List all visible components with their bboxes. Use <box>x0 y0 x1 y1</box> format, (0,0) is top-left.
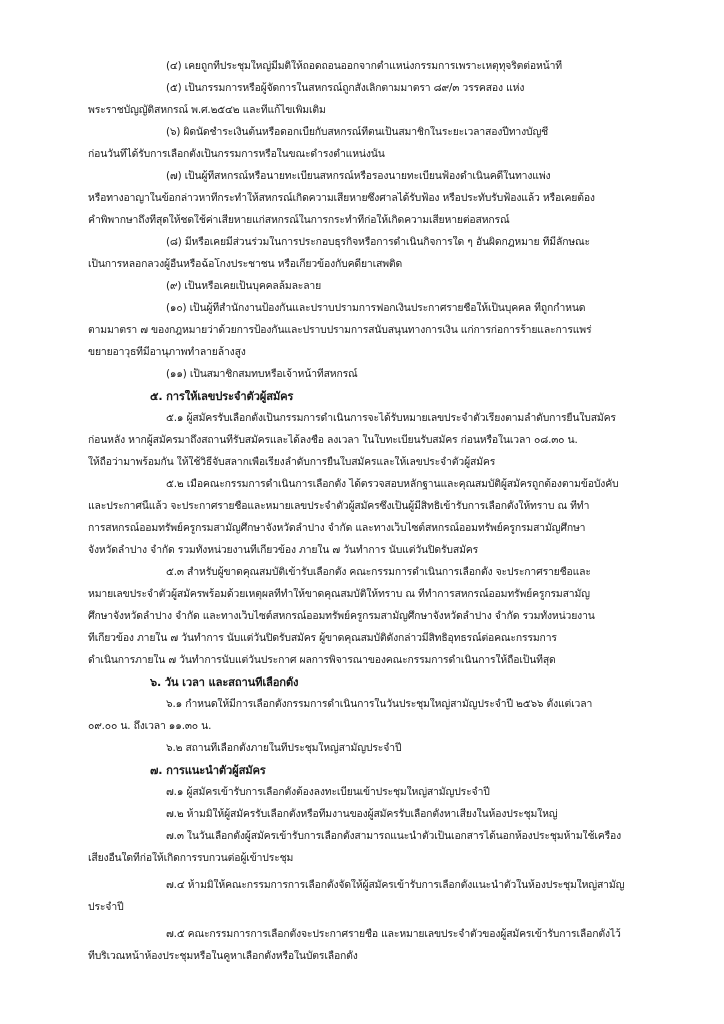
text-line: ประจำปี <box>88 901 124 913</box>
text-line: และประกาศนี้แล้ว จะประกาศรายชื่อและหมายเลขประจำตัวผู้สมัครซึ่งเป็นผู้มีสิทธิเข้ารับการเลือกตั้งให้ทราบ ณ ที่ทำ <box>88 500 590 512</box>
text-line: ดำเนินการภายใน ๗ วันทำการนับแต่วันประกาศ ผลการพิจารณาของคณะกรรมการดำเนินการให้ถือเป็นที่สุด <box>88 654 556 666</box>
text-line: การสหกรณ์ออมทรัพย์ครูกรมสามัญศึกษาจังหวัดลำปาง จำกัด และทางเว็บไซต์สหกรณ์ออมทรัพย์ครูกรมสามัญศึกษา <box>88 522 586 534</box>
text-line: (๔) เคยถูกที่ประชุมใหญ่มีมติให้ถอดถอนออกจากตำแหน่งกรรมการเพราะเหตุทุจริตต่อหน้าที่ <box>166 60 563 72</box>
text-line: (๗) เป็นผู้ที่สหกรณ์หรือนายทะเบียนสหกรณ์หรือรองนายทะเบียนฟ้องดำเนินคดีในทางแพ่ง <box>166 170 551 182</box>
section-heading: ๕. การให้เลขประจำตัวผู้สมัคร <box>150 390 294 403</box>
text-line: (๕) เป็นกรรมการหรือผู้จัดการในสหกรณ์ถูกสั่งเลิกตามมาตรา ๘๙/๓ วรรคสอง แห่ง <box>166 82 525 94</box>
text-line: ๗.๑ ผู้สมัครเข้ารับการเลือกตั้งต้องลงทะเบียนเข้าประชุมใหญ่สามัญประจำปี <box>166 786 490 798</box>
text-line: ก่อนหลัง หากผู้สมัครมาถึงสถานที่รับสมัครและได้ลงชื่อ ลงเวลา ในใบทะเบียนรับสมัคร ก่อนหรือในเวลา ๐๘.๓๐ น. <box>88 434 578 446</box>
text-line: ที่บริเวณหน้าห้องประชุมหรือในคูหาเลือกตั้งหรือในบัตรเลือกตั้ง <box>88 950 358 962</box>
text-line: ตามมาตรา ๗ ของกฎหมายว่าด้วยการป้องกันและปราบปรามการสนับสนุนทางการเงิน แก่การก่อการร้ายและการแพร่ <box>88 324 592 336</box>
text-line: พระราชบัญญัติสหกรณ์ พ.ศ.๒๕๔๒ และที่แก้ไขเพิ่มเติม <box>88 104 326 116</box>
text-line: (๘) มีหรือเคยมีส่วนร่วมในการประกอบธุรกิจหรือการดำเนินกิจการใด ๆ อันผิดกฎหมาย ที่มีลักษณะ <box>166 236 590 248</box>
text-line: หรือทางอาญาในข้อกล่าวหาที่กระทำให้สหกรณ์เกิดความเสียหายซึ่งศาลได้รับฟ้อง หรือประทับรับฟ้องแล้ว หรือเคยต้อง <box>88 192 595 204</box>
text-line: ศึกษาจังหวัดลำปาง จำกัด และทางเว็บไซต์สหกรณ์ออมทรัพย์ครูกรมสามัญศึกษาจังหวัดลำปาง จำกัด รวมทั้งหน่วยงาน <box>88 610 595 622</box>
text-line: ๗.๓ ในวันเลือกตั้งผู้สมัครเข้ารับการเลือกตั้งสามารถแนะนำตัวเป็นเอกสารได้นอกห้องประชุมห้ามใช้เครื่อง <box>166 830 622 842</box>
text-line: (๙) เป็นหรือเคยเป็นบุคคลล้มละลาย <box>166 280 322 292</box>
section-heading: ๗. การแนะนำตัวผู้สมัคร <box>150 764 266 777</box>
text-line: คำพิพากษาถึงที่สุดให้ชดใช้ค่าเสียหายแก่สหกรณ์ในการกระทำที่ก่อให้เกิดความเสียหายต่อสหกรณ์ <box>88 214 510 226</box>
section-heading: ๖. วัน เวลา และสถานที่เลือกตั้ง <box>150 676 299 689</box>
text-line: ขยายอาวุธที่มีอานุภาพทำลายล้างสูง <box>88 346 246 358</box>
text-line: เป็นการหลอกลวงผู้อื่นหรือฉ้อโกงประชาชน หรือเกี่ยวข้องกับคดียาเสพติด <box>88 258 403 270</box>
text-line: เสียงอื่นใดที่ก่อให้เกิดการรบกวนต่อผู้เข้าประชุม <box>88 852 294 864</box>
text-line: หมายเลขประจำตัวผู้สมัครพร้อมด้วยเหตุผลที่ทำให้ขาดคุณสมบัติให้ทราบ ณ ที่ทำการสหกรณ์ออมทรัพย์ครูกรมสามัญ <box>88 588 590 600</box>
text-line: (๖) ผิดนัดชำระเงินต้นหรือดอกเบี้ยกับสหกรณ์ที่ตนเป็นสมาชิกในระยะเวลาสองปีทางบัญชี <box>166 126 549 138</box>
text-line: ให้ถือว่ามาพร้อมกัน ให้ใช้วิธีจับสลากเพื่อเรียงลำดับการยื่นใบสมัครและให้เลขประจำตัวผู้สมัคร <box>88 456 496 468</box>
text-line: ๖.๑ กำหนดให้มีการเลือกตั้งกรรมการดำเนินการในวันประชุมใหญ่สามัญประจำปี ๒๕๖๖ ตั้งแต่เวลา <box>166 698 593 710</box>
text-line: ๕.๒ เมื่อคณะกรรมการดำเนินการเลือกตั้ง ได้ตรวจสอบหลักฐานและคุณสมบัติผู้สมัครถูกต้องตามข้อบังคับ <box>166 478 619 490</box>
text-line: ๐๙.๐๐ น. ถึงเวลา ๑๑.๓๐ น. <box>88 720 212 732</box>
text-line: (๑๐) เป็นผู้ที่สำนักงานป้องกันและปราบปรามการฟอกเงินประกาศรายชื่อให้เป็นบุคคล ที่ถูกกำหนด <box>166 302 586 314</box>
text-line: ๗.๕ คณะกรรมการการเลือกตั้งจะประกาศรายชื่อ และหมายเลขประจำตัวของผู้สมัครเข้ารับการเลือกตั้งไว้ <box>166 928 621 940</box>
text-line: ๖.๒ สถานที่เลือกตั้งภายในที่ประชุมใหญ่สามัญประจำปี <box>166 742 402 754</box>
text-line: (๑๑) เป็นสมาชิกสมทบหรือเจ้าหน้าที่สหกรณ์ <box>166 368 358 380</box>
text-line: ๕.๓ สำหรับผู้ขาดคุณสมบัติเข้ารับเลือกตั้ง คณะกรรมการดำเนินการเลือกตั้ง จะประกาศรายชื่อและ <box>166 566 591 578</box>
text-line: ก่อนวันที่ได้รับการเลือกตั้งเป็นกรรมการหรือในขณะดำรงตำแหน่งนั้น <box>88 148 385 160</box>
text-line: จังหวัดลำปาง จำกัด รวมทั้งหน่วยงานที่เกี่ยวข้อง ภายใน ๗ วันทำการ นับแต่วันปิดรับสมัคร <box>88 544 478 556</box>
text-line: ๗.๔ ห้ามมิให้คณะกรรมการการเลือกตั้งจัดให้ผู้สมัครเข้ารับการเลือกตั้งแนะนำตัวในห้องประชุมใหญ่สามัญ <box>166 879 625 891</box>
text-line: ที่เกี่ยวข้อง ภายใน ๗ วันทำการ นับแต่วันปิดรับสมัคร ผู้ขาดคุณสมบัติดังกล่าวมีสิทธิอุทธรณ์ต่อคณะกรรมการ <box>88 632 557 644</box>
text-line: ๕.๑ ผู้สมัครรับเลือกตั้งเป็นกรรมการดำเนินการจะได้รับหมายเลขประจำตัวเรียงตามลำดับการยื่นใบสมัคร <box>166 412 616 424</box>
text-line: ๗.๒ ห้ามมิให้ผู้สมัครรับเลือกตั้งหรือทีมงานของผู้สมัครรับเลือกตั้งหาเสียงในห้องประชุมใหญ่ <box>166 808 558 820</box>
